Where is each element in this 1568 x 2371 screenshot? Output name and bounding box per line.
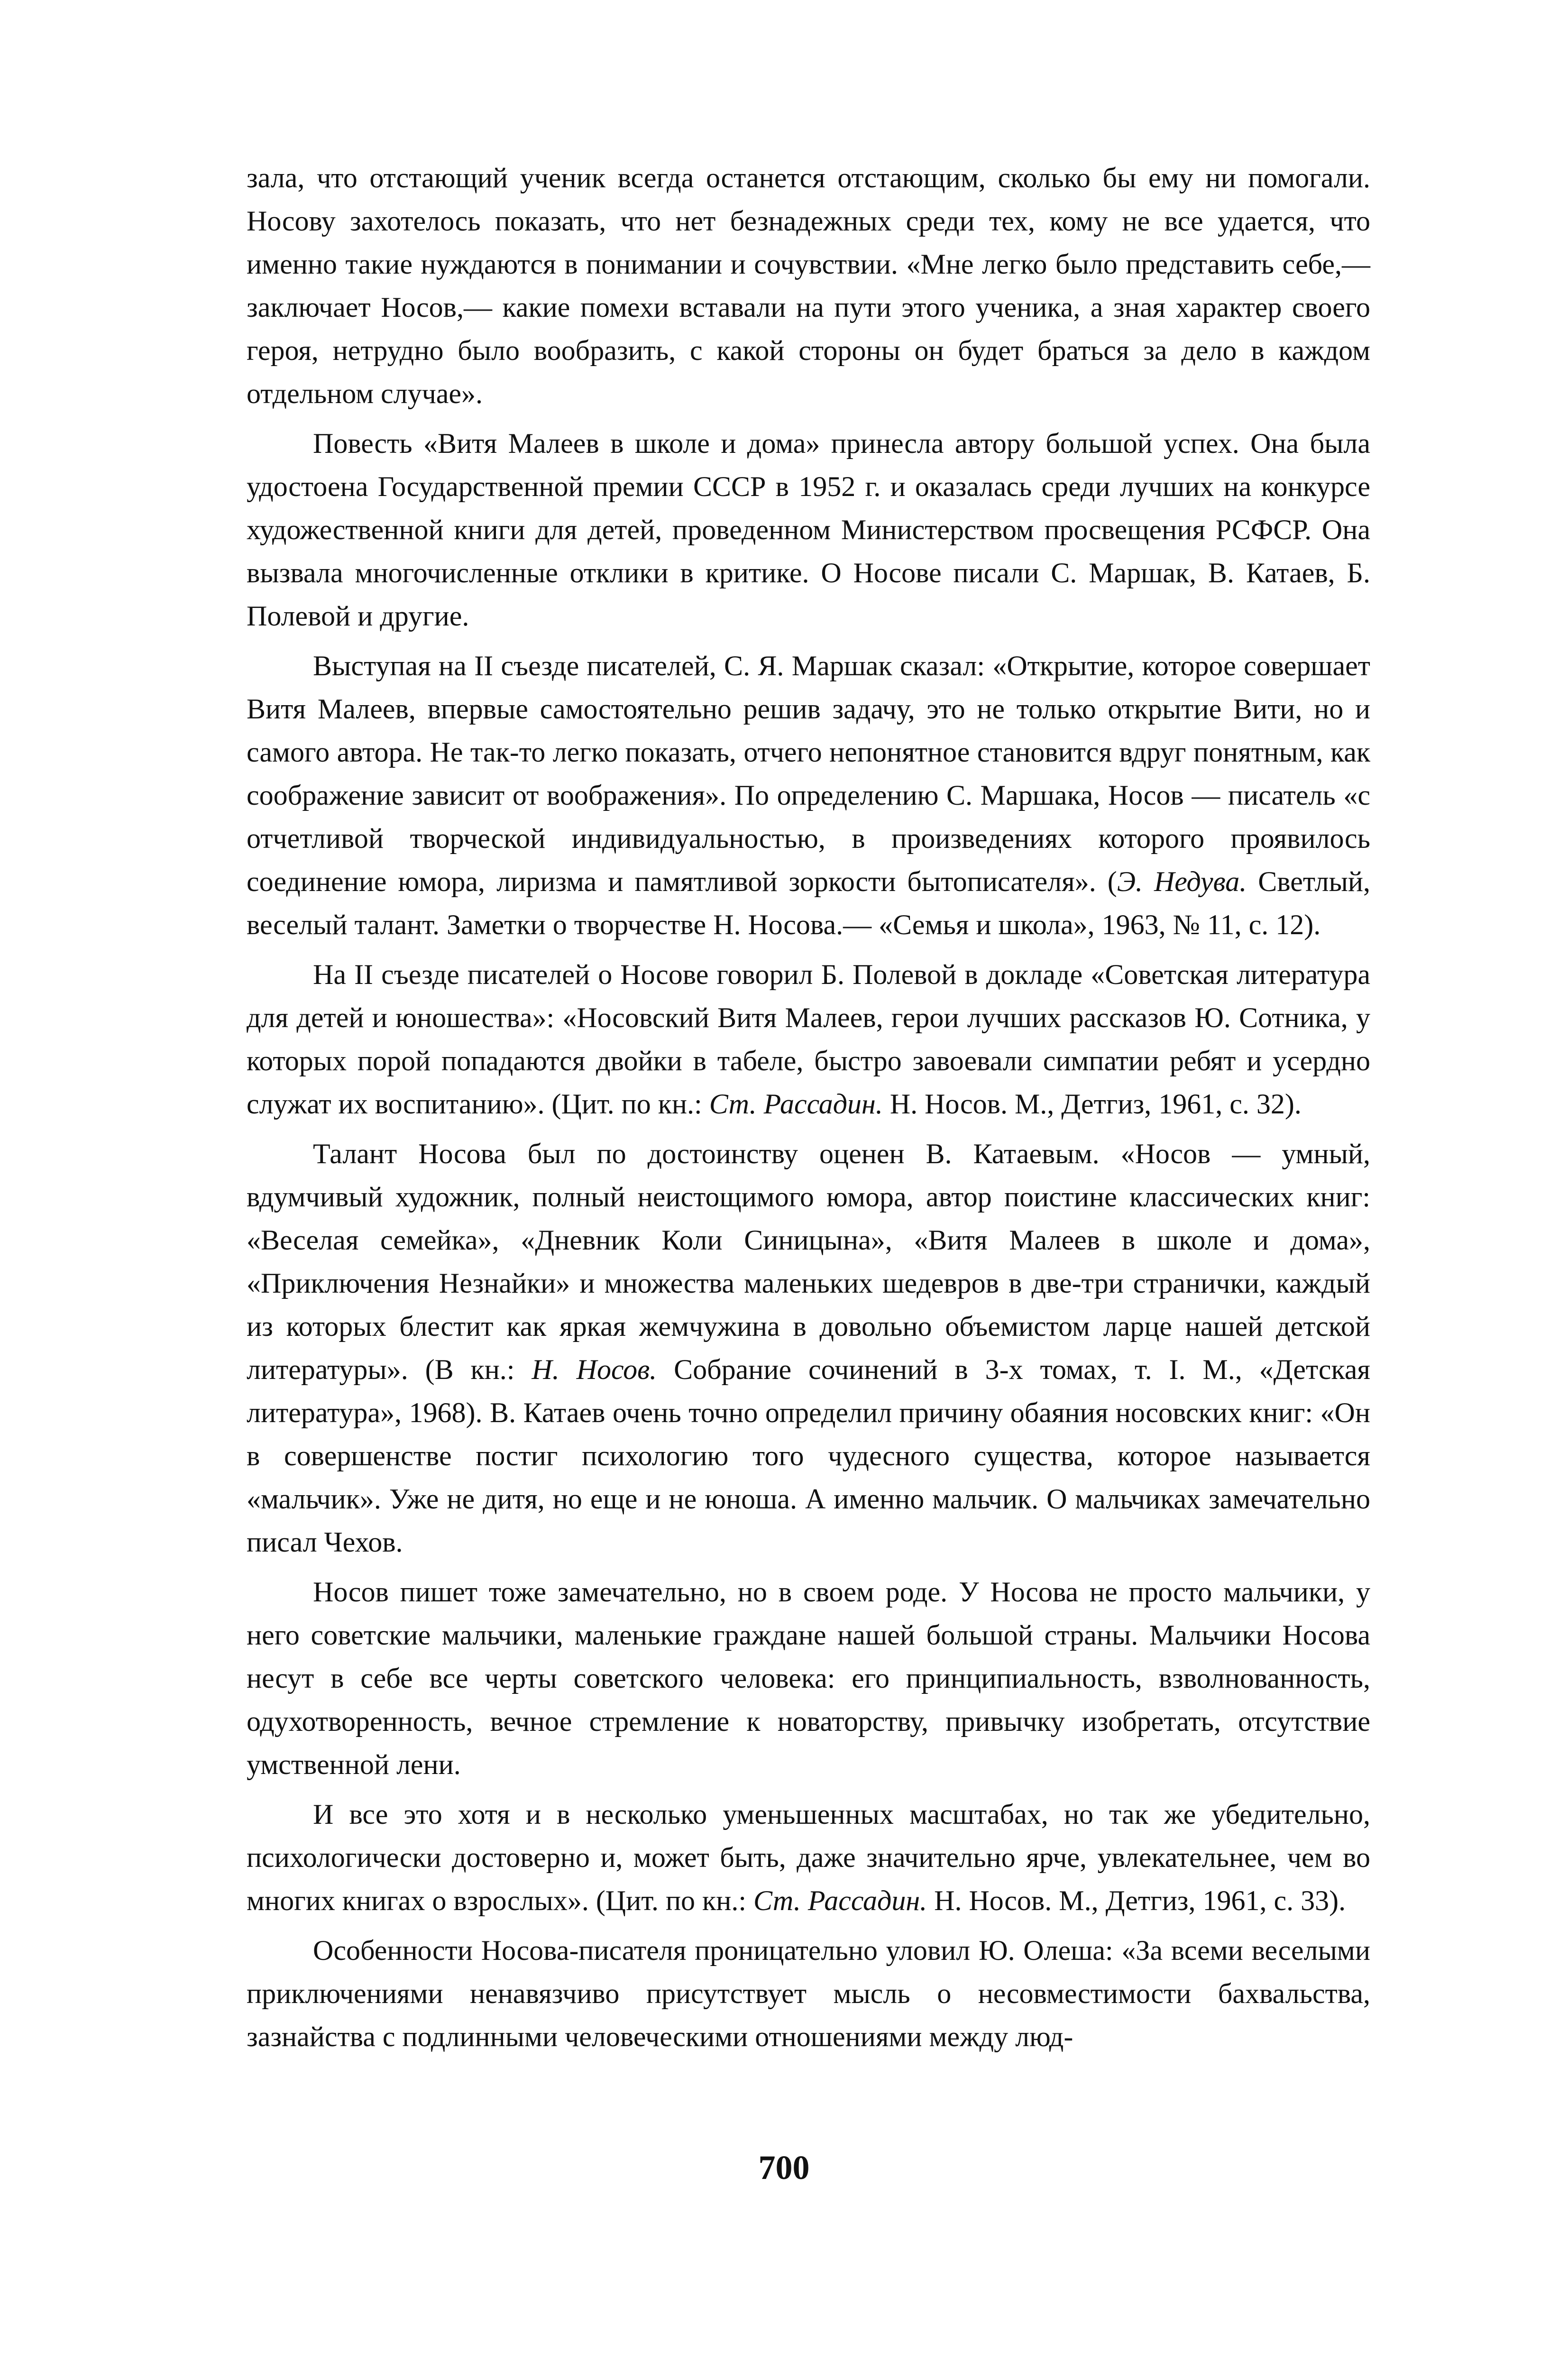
- paragraph-text: Талант Носова был по достоинству оценен В. Катаевым. «Носов — умный, вдумчивый художник, полный неистощимого юмора, автор поистине классических книг: «Веселая семейка», «Дневник Коли Синицына», «Витя Малеев в школе и дома», «Приключения Незнайки» и множества маленьких шедевров в две-три странички, каждый из которых блестит как яркая жемчужина в довольно объемистом ларце нашей детской литературы». (В кн.:: [247, 1138, 1370, 1385]
- text-paragraph: [247, 1132, 1370, 1564]
- text-paragraph: [247, 156, 1370, 415]
- page-number: 700: [758, 2149, 810, 2187]
- text-paragraph: [247, 644, 1370, 947]
- paragraph-text: Особенности Носова-писателя проницательно уловил Ю. Олеша: «За всеми веселыми приключениями ненавязчиво присутствует мысль о несовместимости бахвальства, зазнайства с подлинными человеческими отношениями между люд-: [247, 1935, 1370, 2052]
- paragraph-text: Светлый, веселый талант. Заметки о творчестве Н. Носова.— «Семья и школа», 1963, № 11, с. 12).: [247, 866, 1370, 940]
- text-paragraph: [247, 1793, 1370, 1922]
- paragraph-text: Собрание сочинений в 3-х томах, т. I. М., «Детская литература», 1968). В. Катаев очень точно определил причину обаяния носовских книг: «Он в совершенстве постиг психологию того чудесного существа, которое называется «мальчик». Уже не дитя, но еще и не юноша. А именно мальчик. О мальчиках замечательно писал Чехов.: [247, 1354, 1370, 1558]
- text-paragraph: [247, 1571, 1370, 1786]
- paragraph-text: Н. Носов. М., Детгиз, 1961, с. 33).: [927, 1885, 1346, 1916]
- paragraph-text: Выступая на II съезде писателей, С. Я. Маршак сказал: «Открытие, которое совершает Витя Малеев, впервые самостоятельно решив задачу, это не только открытие Вити, но и самого автора. Не так-то легко показать, отчего непонятное становится вдруг понятным, как соображение зависит от воображения». По определению С. Маршака, Носов — писатель «с отчетливой творческой индивидуальностью, в произведениях которого проявилось соединение юмора, лиризма и памятливой зоркости бытописателя». (: [247, 650, 1370, 897]
- page-body: [247, 156, 1370, 2059]
- text-paragraph: [247, 1929, 1370, 2059]
- italic-author-name: Э. Недува.: [1117, 866, 1247, 897]
- paragraph-text: зала, что отстающий ученик всегда останется отстающим, сколько бы ему ни помогали. Носову захотелось показать, что нет безнадежных среди тех, кому не все удается, что именно такие нуждаются в понимании и сочувствии. «Мне легко было представить себе,— заключает Носов,— какие помехи вставали на пути этого ученика, а зная характер своего героя, нетрудно было вообразить, с какой стороны он будет браться за дело в каждом отдельном случае».: [247, 162, 1370, 409]
- paragraph-text: Повесть «Витя Малеев в школе и дома» принесла автору большой успех. Она была удостоена Государственной премии СССР в 1952 г. и оказалась среди лучших на конкурсе художественной книги для детей, проведенном Министерством просвещения РСФСР. Она вызвала многочисленные отклики в критике. О Носове писали С. Маршак, В. Катаев, Б. Полевой и другие.: [247, 428, 1370, 632]
- paragraph-text: Носов пишет тоже замечательно, но в своем роде. У Носова не просто мальчики, у него советские мальчики, маленькие граждане нашей большой страны. Мальчики Носова несут в себе все черты советского человека: его принципиальность, взволнованность, одухотворенность, вечное стремление к новаторству, привычку изобретать, отсутствие умственной лени.: [247, 1576, 1370, 1780]
- text-paragraph: [247, 953, 1370, 1126]
- text-paragraph: [247, 422, 1370, 638]
- paragraph-text: Н. Носов. М., Детгиз, 1961, с. 32).: [882, 1088, 1302, 1120]
- italic-author-name: Ст. Рассадин.: [753, 1885, 927, 1916]
- paragraph-text: И все это хотя и в несколько уменьшенных масштабах, но так же убедительно, психологически достоверно и, может быть, даже значительно ярче, увлекательнее, чем во многих книгах о взрослых». (Цит. по кн.:: [247, 1799, 1370, 1916]
- paragraph-text: На II съезде писателей о Носове говорил Б. Полевой в докладе «Советская литература для детей и юношества»: «Носовский Витя Малеев, герои лучших рассказов Ю. Сотника, у которых порой попадаются двойки в табеле, быстро завоевали симпатии ребят и усердно служат их воспитанию». (Цит. по кн.:: [247, 959, 1370, 1120]
- italic-author-name: Н. Носов.: [532, 1354, 657, 1385]
- italic-author-name: Ст. Рассадин.: [709, 1088, 883, 1120]
